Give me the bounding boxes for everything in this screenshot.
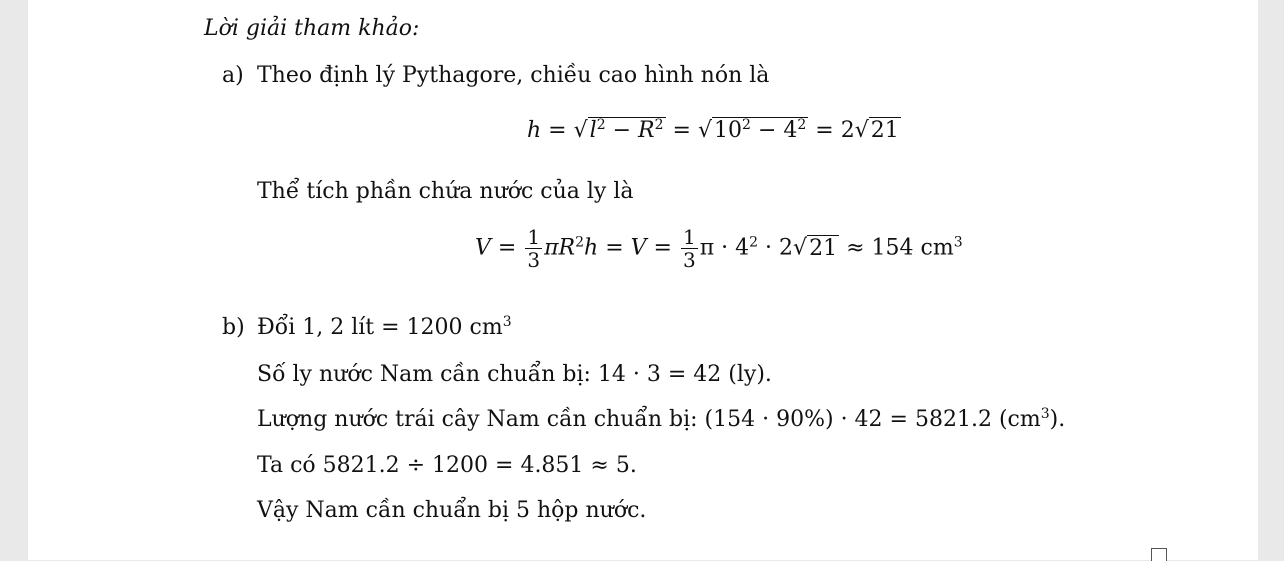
- part-a-marker: a): [222, 63, 244, 88]
- part-b-marker: b): [222, 315, 245, 340]
- part-b-line-1: Đổi 1, 2 lít = 1200 $cm^3$: [257, 314, 512, 340]
- part-b-line-4: Ta có 5821.2 ÷ 1200 = 4.851 ≈ 5.: [257, 453, 637, 478]
- part-b-line-3: Lượng nước trái cây Nam cần chuẩn bị: (154 · 90%) · 42 = 5821.2 $(cm^3)$.: [257, 406, 1066, 432]
- scroll-corner-box: [1151, 548, 1167, 561]
- part-a-intro: Theo định lý Pythagore, chiều cao hình nón là: [257, 63, 770, 88]
- height-equation: $h = √l^2 - R^2 = √10^2 - 4^2 = 2√21$: [527, 117, 899, 143]
- part-b-line-2: Số ly nước Nam cần chuẩn bị: 14 · 3 = 42 (ly).: [257, 362, 772, 387]
- volume-equation: V = $\frac{1}{3}$ $\pi R^2h = V$ = $\frac{1}{3}$ $\pi \cdot 4^2 \cdot 2√21 \approx 154$ $cm^3$: [475, 225, 963, 272]
- part-b-line-5: Vậy Nam cần chuẩn bị 5 hộp nước.: [257, 498, 647, 523]
- document-page: [28, 0, 1258, 560]
- solution-heading: Lời giải tham khảo:: [204, 16, 420, 41]
- volume-intro: Thể tích phần chứa nước của ly là: [257, 179, 634, 204]
